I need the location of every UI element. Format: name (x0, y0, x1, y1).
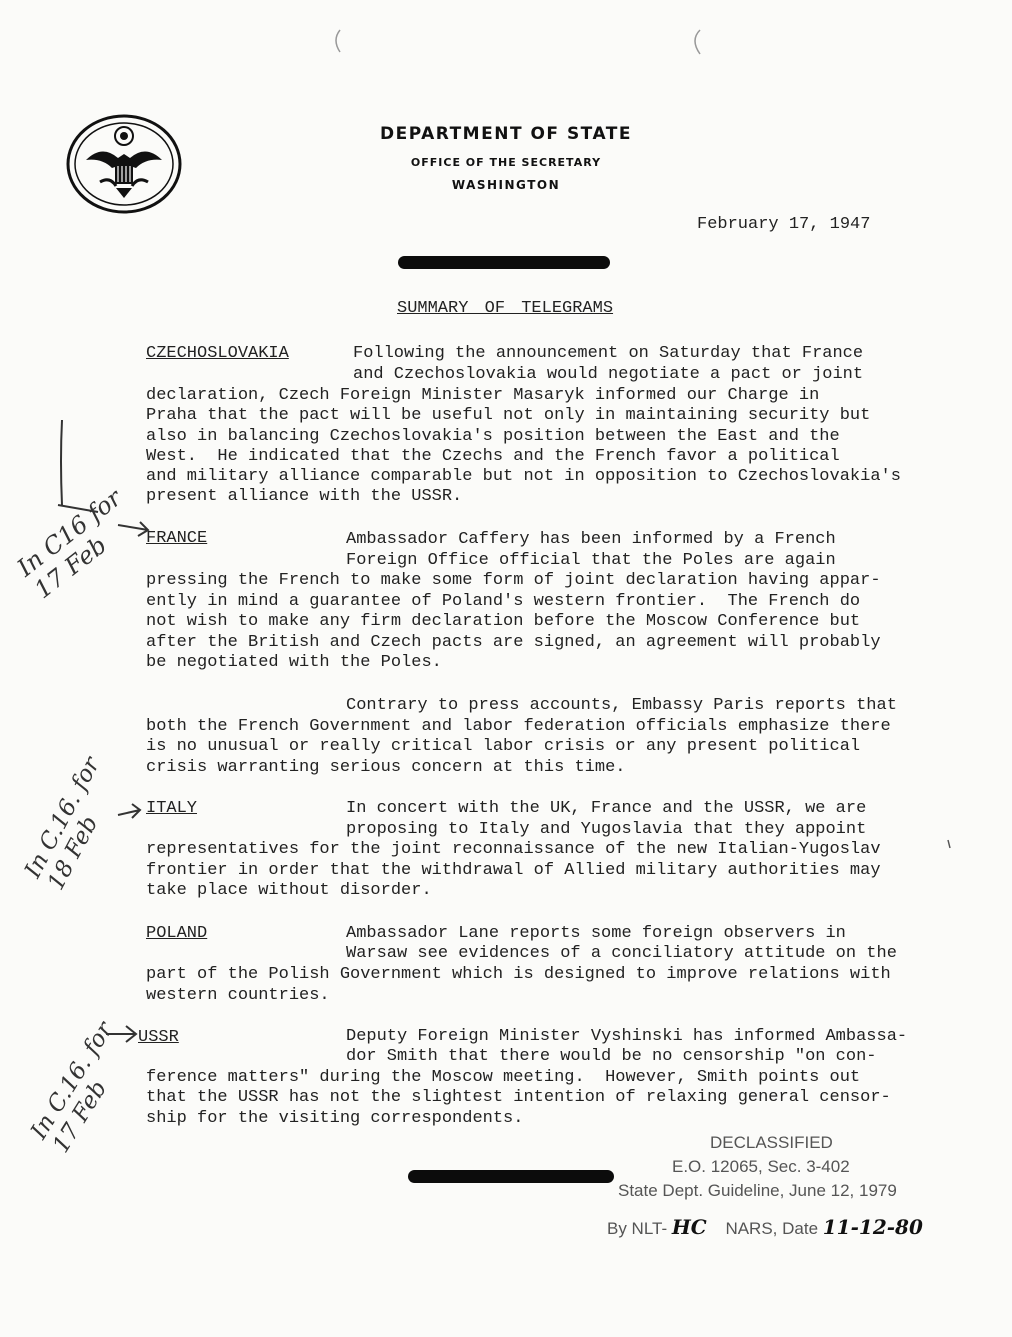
declassified-by-prefix: By NLT- (607, 1219, 668, 1238)
section-heading-czechoslovakia: CZECHOSLOVAKIA (146, 344, 289, 363)
office-heading: OFFICE OF THE SECRETARY (410, 156, 602, 169)
section-line: be negotiated with the Poles. (146, 653, 442, 672)
declassified-authority: E.O. 12065, Sec. 3-402 (672, 1157, 850, 1176)
section-line: Contrary to press accounts, Embassy Paris reports that (346, 696, 897, 715)
handwritten-note-italy: In C.16. for 18 Feb (20, 752, 106, 895)
declassified-initials: HC (671, 1215, 707, 1239)
section-line: western countries. (146, 986, 330, 1005)
section-line: part of the Polish Government which is designed to improve relations with (146, 965, 891, 984)
scan-artifact-mark (948, 840, 950, 848)
arrow-italy-mark (118, 804, 140, 818)
declassified-guideline: State Dept. Guideline, June 12, 1979 (618, 1181, 897, 1200)
section-line: not wish to make any firm declaration before the Moscow Conference but (146, 612, 861, 631)
declassified-stamp: DECLASSIFIED (710, 1133, 833, 1152)
declassified-nars-date: NARS, Date (725, 1219, 819, 1238)
section-line: after the British and Czech pacts are signed, an agreement will probably (146, 633, 881, 652)
section-line: West. He indicated that the Czechs and the French favor a political (146, 447, 840, 466)
declassified-date: 11-12-80 (822, 1215, 923, 1239)
section-line: proposing to Italy and Yugoslavia that they appoint (346, 820, 867, 839)
section-line: take place without disorder. (146, 881, 432, 900)
section-line: Warsaw see evidences of a conciliatory attitude on the (346, 944, 897, 963)
section-line: Ambassador Caffery has been informed by a French (346, 530, 836, 549)
scan-artifact-mark (695, 30, 700, 54)
section-line: present alliance with the USSR. (146, 487, 463, 506)
arrow-france-mark (118, 522, 148, 536)
section-line: In concert with the UK, France and the USSR, we are (346, 799, 867, 818)
section-heading-ussr: USSR (138, 1028, 179, 1047)
document-date: February 17, 1947 (697, 215, 871, 234)
city-heading: WASHINGTON (451, 178, 561, 192)
margin-tick-mark (58, 505, 98, 512)
department-heading: DEPARTMENT OF STATE (379, 124, 633, 144)
margin-line-mark (61, 420, 62, 505)
section-heading-france: FRANCE (146, 529, 208, 548)
section-line: Deputy Foreign Minister Vyshinski has informed Ambassa- (346, 1027, 908, 1046)
section-line: also in balancing Czechoslovakia's position between the East and the (146, 427, 840, 446)
section-line: and military alliance comparable but not in opposition to Czechoslovakia's (146, 467, 901, 486)
section-line: ently in mind a guarantee of Poland's western frontier. The French do (146, 592, 861, 611)
section-line: Following the announcement on Saturday that France (353, 344, 864, 363)
section-line: dor Smith that there would be no censorship "on con- (346, 1047, 877, 1066)
section-heading-poland: POLAND (146, 924, 208, 943)
section-line: crisis warranting serious concern at this time. (146, 758, 626, 777)
scan-artifact-mark (336, 30, 340, 52)
section-heading-italy: ITALY (146, 799, 198, 818)
section-line: ference matters" during the Moscow meeting. However, Smith points out (146, 1068, 861, 1087)
section-line: frontier in order that the withdrawal of Allied military authorities may (146, 861, 881, 880)
section-line: is no unusual or really critical labor crisis or any present political (146, 737, 861, 756)
handwritten-note-france: In C16 for 17 Feb (12, 483, 127, 605)
section-line: declaration, Czech Foreign Minister Masaryk informed our Charge in (146, 386, 820, 405)
section-line: and Czechoslovakia would negotiate a pact or joint (353, 365, 864, 384)
section-line: pressing the French to make some form of joint declaration having appar- (146, 571, 881, 590)
section-line: Praha that the pact will be useful not only in maintaining security but (146, 406, 871, 425)
arrow-ussr-mark (106, 1026, 136, 1042)
section-line: Ambassador Lane reports some foreign observers in (346, 924, 846, 943)
handwritten-note-ussr: In C.16. for 17 Feb (26, 1017, 119, 1158)
section-line: ship for the visiting correspondents. (146, 1109, 524, 1128)
section-line: that the USSR has not the slightest intention of relaxing general censor- (146, 1088, 891, 1107)
document-title: SUMMARY OF TELEGRAMS (397, 299, 614, 318)
section-line: representatives for the joint reconnaissance of the new Italian-Yugoslav (146, 840, 881, 859)
section-line: both the French Government and labor federation officials emphasize there (146, 717, 891, 736)
section-line: Foreign Office official that the Poles are again (346, 551, 836, 570)
